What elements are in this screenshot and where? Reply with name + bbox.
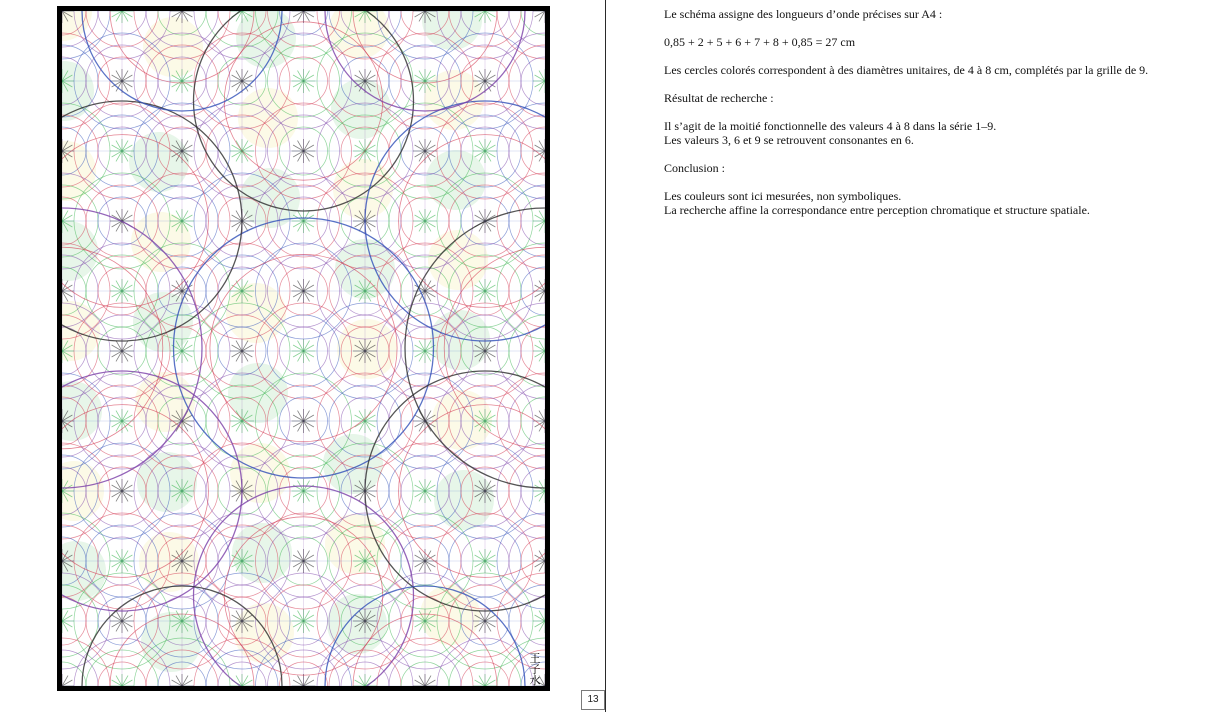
- page-divider: [605, 0, 606, 712]
- paragraph-sum-equation: 0,85 + 2 + 5 + 6 + 7 + 8 + 0,85 = 27 cm: [664, 35, 856, 49]
- artist-signature: 王子水: [529, 652, 541, 687]
- page-number: 13: [581, 690, 605, 710]
- paragraph-research-result: [664, 119, 1154, 147]
- heading-research-result: Résultat de recherche :: [664, 91, 774, 105]
- text-column: [664, 7, 1154, 231]
- conclusion-line-2: La recherche affine la correspondance entre perception chromatique et structure spatiale.: [664, 203, 1090, 217]
- conclusion-line-1: Les couleurs sont ici mesurées, non symboliques.: [664, 189, 902, 203]
- paragraph-colored-circles: Les cercles colorés correspondent à des diamètres unitaires, de 4 à 8 cm, complétés par la grille de 9.: [664, 63, 1149, 77]
- circle-pattern-drawing: [62, 11, 545, 686]
- paragraph-wavelengths: Le schéma assigne des longueurs d’onde précises sur A4 :: [664, 7, 943, 21]
- heading-conclusion: Conclusion :: [664, 161, 726, 175]
- research-result-line-1: Il s’agit de la moitié fonctionnelle des valeurs 4 à 8 dans la série 1–9.: [664, 119, 997, 133]
- paragraph-conclusion: [664, 189, 1154, 217]
- geometric-circle-artwork: [57, 6, 550, 691]
- research-result-line-2: Les valeurs 3, 6 et 9 se retrouvent consonantes en 6.: [664, 133, 914, 147]
